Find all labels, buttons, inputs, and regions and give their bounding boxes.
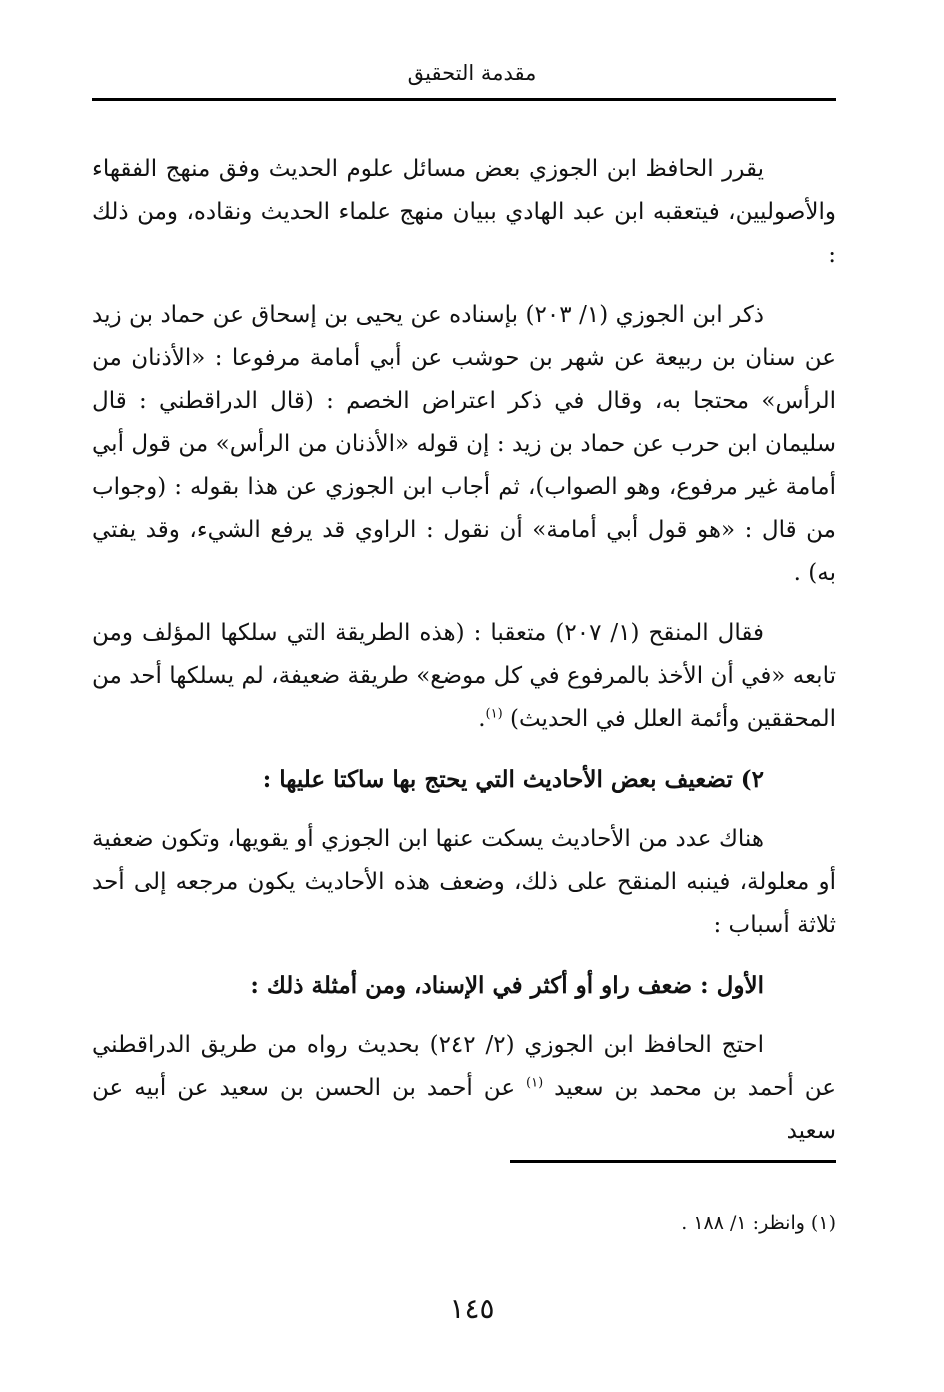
- footnote: (١) وانظر: ١/ ١٨٨ .: [681, 1212, 836, 1234]
- main-text: [92, 148, 836, 1153]
- paragraph-reasons: هناك عدد من الأحاديث يسكت عنها ابن الجوزي أو يقويها، وتكون ضعفية أو معلولة، فينبه المنقح على ذلك، وضعف هذه الأحاديث يكون مرجعه إلى أحد ثلاثة أسباب :: [92, 826, 836, 938]
- footnote-separator: [510, 1160, 836, 1163]
- paragraph-example: [92, 1024, 836, 1153]
- header-rule: [92, 98, 836, 101]
- running-header-title: مقدمة التحقيق: [407, 61, 537, 85]
- paragraph-ibn-al-jawzi-citation: ذكر ابن الجوزي (١/ ٢٠٣) بإسناده عن يحيى بن إسحاق عن حماد بن زيد عن سنان بن ربيعة عن شهر بن حوشب عن أبي أمامة مرفوعا : «الأذنان من الرأس» محتجا به، وقال في ذكر اعتراض الخصم : (قال الدراقطني : قال سليمان ابن حرب عن حماد بن زيد : إن قوله «الأذنان من الرأس» من قول أبي أمامة غير مرفوع، وهو الصواب)، ثم أجاب ابن الجوزي عن هذا بقوله : (وجواب من قال : «هو قول أبي أمامة» أن نقول : الراوي قد يرفع الشيء، وقد يفتي به) .: [92, 302, 836, 586]
- paragraph-text: فقال المنقح (١/ ٢٠٧) متعقبا : (هذه الطريقة التي سلكها المؤلف ومن تابعه «في أن الأخذ بالمرفوع في كل موضع» طريقة ضعيفة، لم يسلكها أحد من المحققين وأئمة العلل في الحديث): [92, 620, 836, 732]
- paragraph-end-mark: .: [478, 706, 486, 732]
- page-number: ١٤٥: [449, 1292, 495, 1325]
- footnote-reference[interactable]: (١): [485, 706, 503, 722]
- paragraph-munaqqih-response: [92, 612, 836, 741]
- paragraph-text: عن أحمد بن الحسن بن سعيد عن أبيه عن سعيد: [92, 1075, 836, 1144]
- paragraph-text: احتج الحافظ ابن الجوزي (٢/ ٢٤٢) بحديث رواه من طريق الدراقطني عن أحمد بن محمد بن سعيد: [92, 1032, 836, 1101]
- section-heading-first-reason: الأول : ضعف راو أو أكثر في الإسناد، ومن أمثلة ذلك :: [250, 972, 764, 999]
- paragraph-intro: يقرر الحافظ ابن الجوزي بعض مسائل علوم الحديث وفق منهج الفقهاء والأصوليين، فيتعقبه ابن عبد الهادي ببيان منهج علماء الحديث ونقاده، ومن ذلك :: [92, 156, 836, 268]
- footnote-reference[interactable]: (١): [526, 1075, 544, 1091]
- section-heading-weakening-hadith: ٢) تضعيف بعض الأحاديث التي يحتج بها ساكتا عليها :: [262, 766, 764, 793]
